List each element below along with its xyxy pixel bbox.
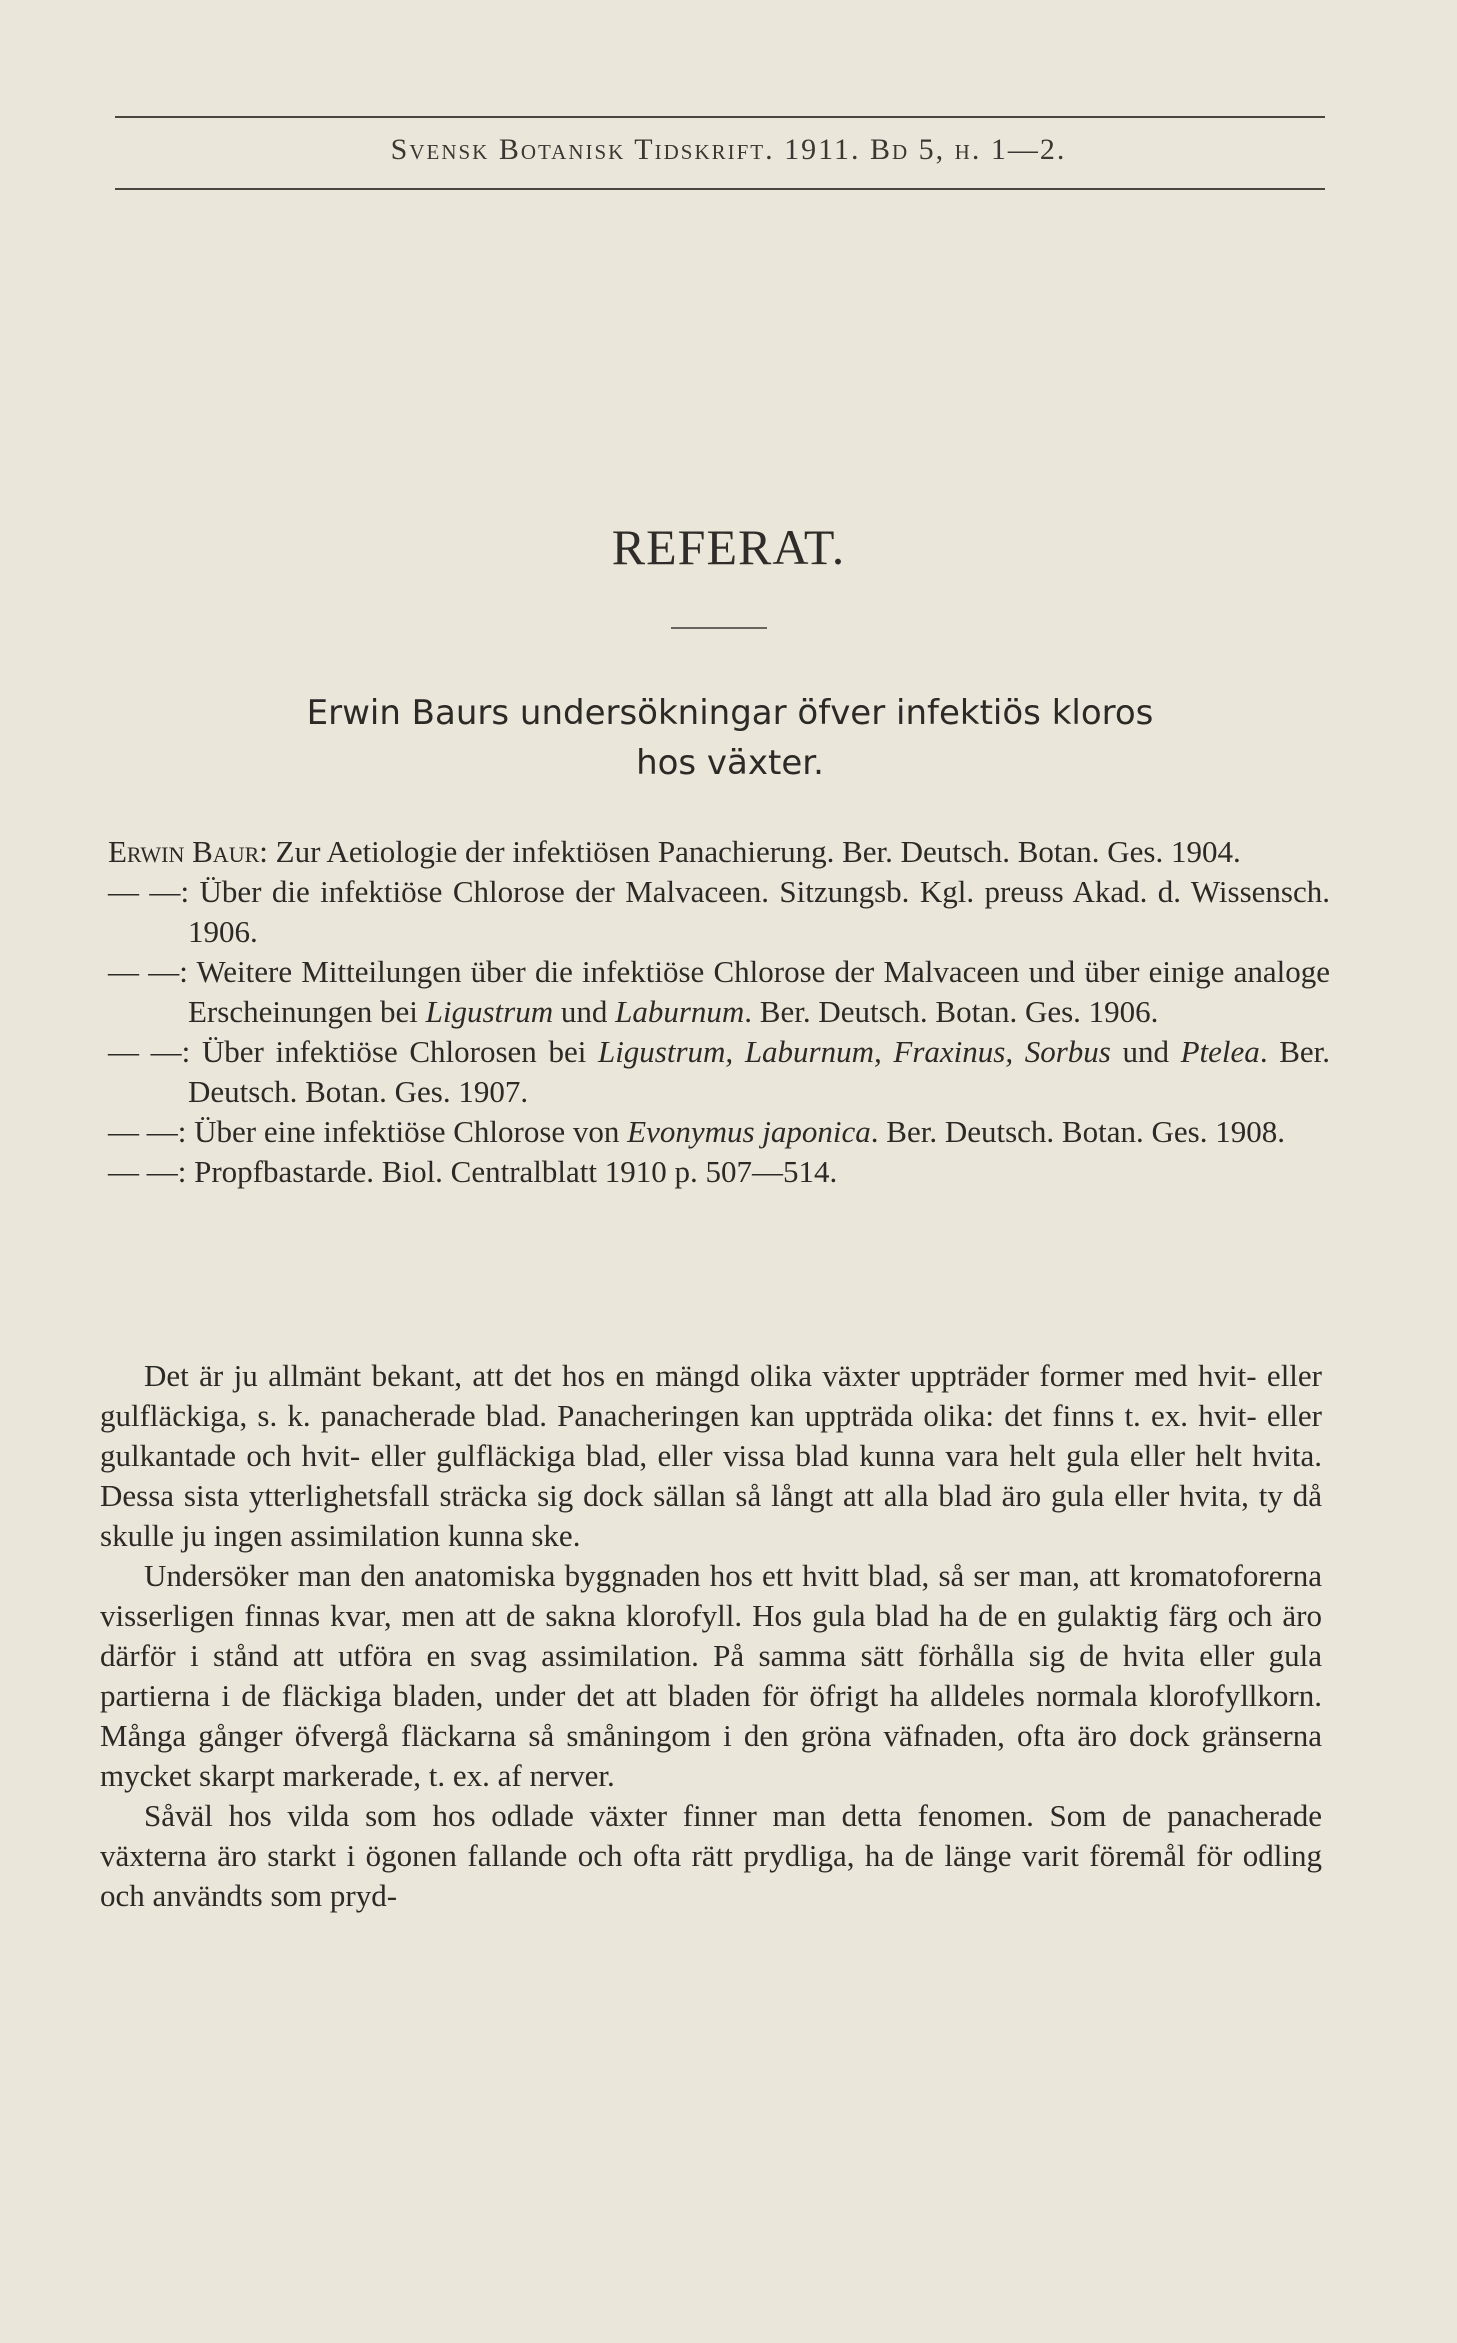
reference-ditto: — —	[108, 874, 181, 909]
reference-text: . Ber. Deutsch. Botan. Ges. 1908.	[870, 1114, 1285, 1149]
title-divider	[671, 627, 767, 629]
reference-species: Evonymus japonica	[627, 1114, 871, 1149]
body-paragraph: Såväl hos vilda som hos odlade växter finner man detta fenomen. Som de panacherade växterna äro starkt i ögonen fallande och ofta rätt prydliga, ha de länge varit föremål för odling och användts som pryd-	[100, 1798, 1322, 1913]
header-top-rule	[115, 116, 1325, 118]
reference-text: und	[1110, 1034, 1181, 1069]
reference-item	[108, 832, 1330, 872]
reference-ditto: — —	[108, 1114, 178, 1149]
reference-author: Erwin Baur	[108, 834, 260, 869]
reference-text: : Über eine infektiöse Chlorose von	[177, 1114, 628, 1149]
running-head: Svensk Botanisk Tidskrift. 1911. Bd 5, h. 1—2.	[390, 133, 1067, 166]
reference-item	[108, 952, 1330, 1032]
reference-text: : Über die infektiöse Chlorose der Malvaceen. Sitzungsb. Kgl. preuss Akad. d. Wissensch. 1906.	[180, 874, 1330, 949]
reference-text: : Propfbastarde. Biol. Centralblatt 1910 p. 507—514.	[177, 1154, 838, 1189]
body-paragraph: Det är ju allmänt bekant, att det hos en mängd olika växter uppträder former med hvit- eller gulfläckiga, s. k. panacherade blad. Panacheringen kan uppträda olika: det finns t. ex. hvit- eller gulkantade och hvit- eller gulfläckiga blad, eller vissa blad kunna vara helt gula eller helt hvita. Dessa sista ytterlighetsfall sträcka sig dock sällan så långt att alla blad äro gula eller hvita, ty då skulle ju ingen assimilation kunna ske.	[100, 1358, 1322, 1553]
reference-item	[108, 1032, 1330, 1112]
reference-item	[108, 1152, 1330, 1192]
reference-genus: Ligustrum, Laburnum, Fraxinus, Sorbus	[597, 1034, 1111, 1069]
reference-ditto: — —	[108, 954, 180, 989]
section-title: REFERAT.	[611, 519, 846, 575]
reference-genus: Laburnum	[615, 994, 745, 1029]
reference-text: : Weitere Mitteilungen über die infektiöse Chlorose der Malvaceen und über einige analoge Erscheinungen bei	[179, 954, 1330, 1029]
reference-genus: Ligustrum	[425, 994, 554, 1029]
reference-text: : Über infektiöse Chlorosen bei	[181, 1034, 598, 1069]
reference-ditto: — —	[108, 1154, 178, 1189]
article-body	[100, 1356, 1322, 1916]
body-paragraph: Undersöker man den anatomiska byggnaden hos ett hvitt blad, så ser man, att kromatoforerna visserligen finnas kvar, men att de sakna klorofyll. Hos gula blad ha de en gulaktig färg och äro därför i stånd att utföra en svag assimilation. På samma sätt förhålla sig de hvita eller gula partierna i de fläckiga bladen, under det att bladen för öfrigt ha alldeles normala klorofyllkorn. Många gånger öfvergå fläckarna så småningom i den gröna väfnaden, ofta äro dock gränserna mycket skarpt markerade, t. ex. af nerver.	[100, 1558, 1322, 1793]
reference-list	[108, 832, 1330, 1192]
reference-text: . Ber. Deutsch. Botan. Ges. 1907.	[188, 1034, 1330, 1109]
reference-ditto: — —	[108, 1034, 182, 1069]
reference-genus: Ptelea	[1180, 1034, 1260, 1069]
reference-text: und	[553, 994, 616, 1029]
reference-item	[108, 872, 1330, 952]
article-title-line-1: Erwin Baurs undersökningar öfver infektiös kloros	[306, 693, 1154, 733]
reference-item	[108, 1112, 1330, 1152]
header-bottom-rule	[115, 188, 1325, 190]
reference-text: . Ber. Deutsch. Botan. Ges. 1906.	[744, 994, 1159, 1029]
article-title	[150, 688, 1310, 788]
article-title-line-2: hos växter.	[636, 743, 824, 783]
reference-text: : Zur Aetiologie der infektiösen Panachierung. Ber. Deutsch. Botan. Ges. 1904.	[259, 834, 1241, 869]
